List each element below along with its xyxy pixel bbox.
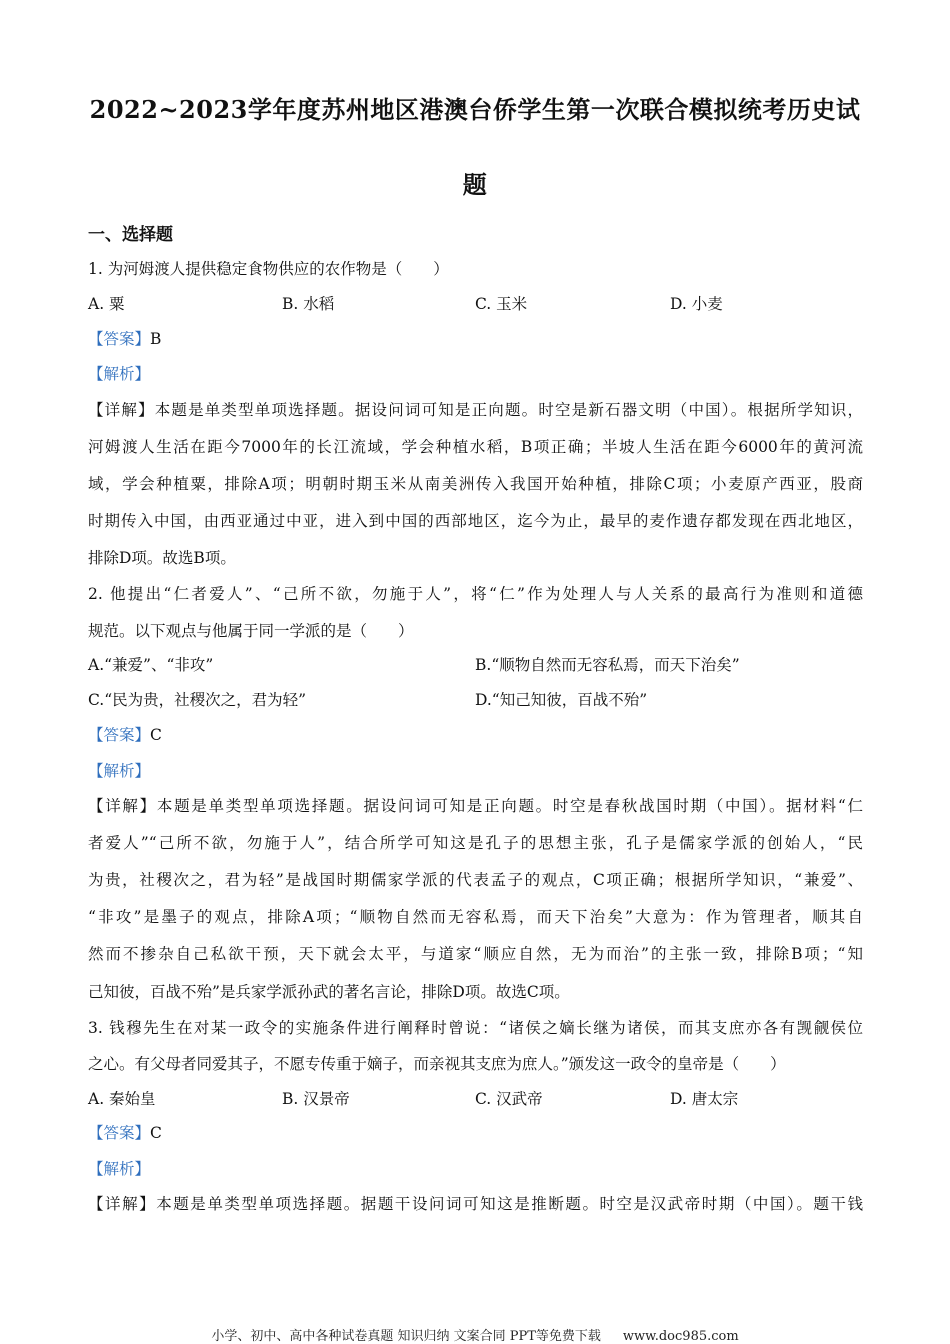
q2-answer — [88, 723, 162, 745]
q3-option-a: A. 秦始皇 — [88, 1090, 156, 1108]
answer-label: 【答案】 — [88, 330, 151, 348]
q2-detail-line: 己知彼，百战不殆”是兵家学派孙武的著名言论，排除D项。故选C项。 — [88, 983, 570, 1001]
q1-answer-value: B — [150, 330, 162, 348]
q3-answer-value: C — [150, 1124, 162, 1142]
q1-option-d: D. 小麦 — [670, 295, 723, 313]
page-footer — [0, 1325, 950, 1344]
q1-analysis-label: 【解析】 — [88, 365, 151, 383]
q3-detail-text: 本题是单类型单项选择题。据题干设问词可知这是推断题。时空是汉武帝时期（中国）。题干钱 — [156, 1195, 863, 1213]
q2-answer-value: C — [150, 726, 162, 744]
q3-analysis-label: 【解析】 — [88, 1160, 151, 1178]
q1-detail-line: 时期传入中国，由西亚通过中亚，进入到中国的西部地区，迄今为止，最早的麦作遗存都发现在西北地区， — [88, 512, 863, 530]
q2-analysis-label: 【解析】 — [88, 762, 151, 780]
q1-detail-line: 域，学会种植粟，排除A项；明朝时期玉米从南美洲传入我国开始种植，排除C项；小麦原产西亚，股商 — [88, 475, 863, 493]
q1-detail-line: 排除D项。故选B项。 — [88, 549, 236, 567]
q2-stem-line: 规范。以下观点与他属于同一学派的是（ ） — [88, 622, 414, 640]
q2-detail-line: 为贵，社稷次之，君为轻”是战国时期儒家学派的代表孟子的观点，C项正确；根据所学知识，“兼爱”、 — [88, 871, 863, 889]
q3-option-d: D. 唐太宗 — [670, 1090, 739, 1108]
q3-option-b: B. 汉景帝 — [282, 1090, 350, 1108]
q3-stem-line: 3. 钱穆先生在对某一政令的实施条件进行阐释时曾说：“诸侯之嫡长继为诸侯，而其支庶亦各有觊觎侯位 — [88, 1019, 863, 1037]
q2-option-c: C.“民为贵，社稷次之，君为轻” — [88, 691, 307, 709]
q1-answer — [88, 327, 161, 349]
detail-label: 【详解】 — [88, 1195, 157, 1213]
q3-option-c: C. 汉武帝 — [475, 1090, 543, 1108]
q1-option-c: C. 玉米 — [475, 295, 528, 313]
answer-label: 【答案】 — [88, 1124, 151, 1142]
answer-label: 【答案】 — [88, 726, 151, 744]
q2-option-a: A.“兼爱”、“非攻” — [88, 656, 214, 674]
q2-stem-line: 2. 他提出“仁者爱人”、“己所不欲，勿施于人”，将“仁”作为处理人与人关系的最高行为准则和道德 — [88, 585, 863, 603]
q2-option-b: B.“顺物自然而无容私焉，而天下治矣” — [475, 656, 740, 674]
detail-label: 【详解】 — [88, 401, 155, 419]
q1-detail-text: 本题是单类型单项选择题。据设问词可知是正向题。时空是新石器文明（中国）。根据所学知识， — [154, 401, 863, 419]
q2-detail-line — [88, 794, 863, 816]
q1-option-a: A. 粟 — [88, 295, 125, 313]
q2-detail-line: “非攻”是墨子的观点，排除A项；“顺物自然而无容私焉，而天下治矣”大意为：作为管理者，顺其自 — [88, 908, 863, 926]
q3-detail-line — [88, 1192, 863, 1214]
q2-detail-line: 然而不掺杂自己私欲干预，天下就会太平，与道家“顺应自然，无为而治”的主张一致，排除B项；“知 — [88, 945, 863, 963]
detail-label: 【详解】 — [88, 797, 157, 815]
footer-text: 小学、初中、高中各种试卷真题 知识归纳 文案合同 PPT等免费下载 — [211, 1329, 601, 1344]
section-heading: 一、选择题 — [88, 225, 173, 245]
q2-option-d: D.“知己知彼，百战不殆” — [475, 691, 648, 709]
doc-title-line2: 题 — [462, 170, 488, 199]
doc-title-line1: 2022~2023学年度苏州地区港澳台侨学生第一次联合模拟统考历史试 — [89, 95, 861, 124]
q3-stem-line: 之心。有父母者同爱其子，不愿专传重于嫡子，而亲视其支庶为庶人。”颁发这一政令的皇帝是（ ） — [88, 1055, 786, 1073]
q1-detail-line: 河姆渡人生活在距今7000年的长江流域，学会种植水稻，B项正确；半坡人生活在距今6000年的黄河流 — [88, 438, 863, 456]
q1-option-b: B. 水稻 — [282, 295, 335, 313]
q3-answer — [88, 1121, 162, 1143]
q2-detail-line: 者爱人”“己所不欲，勿施于人”，结合所学可知这是孔子的思想主张，孔子是儒家学派的创始人，“民 — [88, 834, 863, 852]
q1-stem: 1. 为河姆渡人提供稳定食物供应的农作物是（ ） — [88, 260, 449, 278]
q1-detail-line — [88, 398, 863, 420]
footer-url: www.doc985.com — [622, 1329, 739, 1344]
q2-detail-text: 本题是单类型单项选择题。据设问词可知是正向题。时空是春秋战国时期（中国）。据材料“仁 — [156, 797, 863, 815]
